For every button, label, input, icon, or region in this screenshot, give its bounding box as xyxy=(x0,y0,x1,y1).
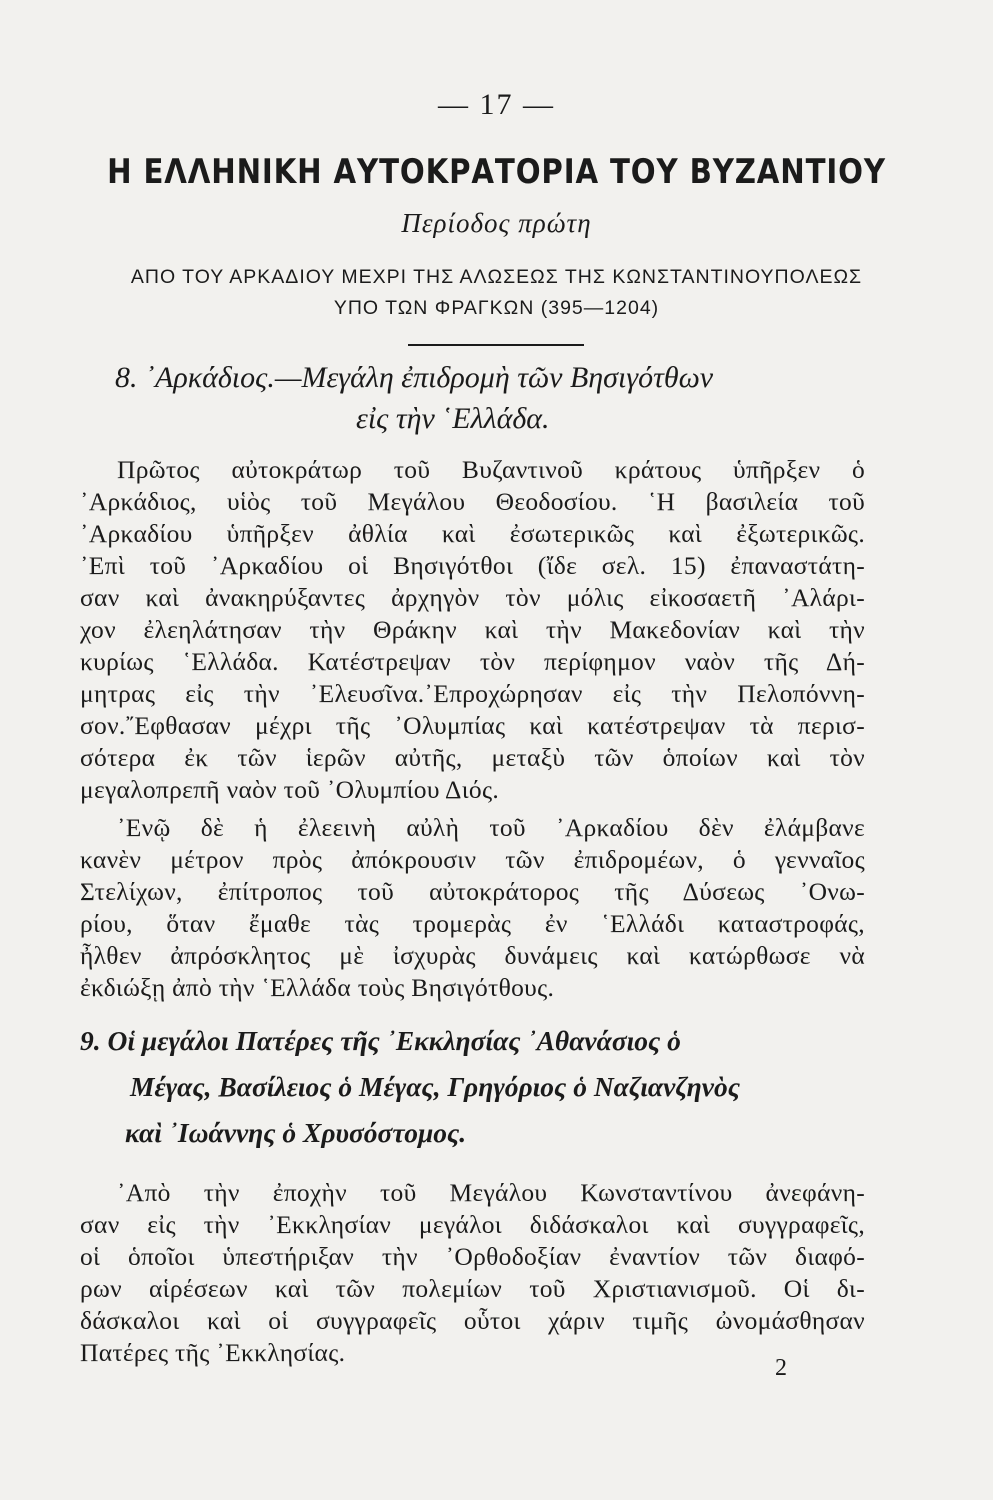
text-line: οἱ ὁποῖοι ὑπεστήριξαν τὴν ᾿Ορθοδοξίαν ἐναντίον τῶν διαφό- xyxy=(80,1242,865,1271)
text-line: Πρῶτος αὐτοκράτωρ τοῦ Βυζαντινοῦ κράτους ὑπῆρξεν ὁ xyxy=(117,455,865,484)
text-line: ᾿Ενῷ δὲ ἡ ἐλεεινὴ αὐλὴ τοῦ ᾿Αρκαδίου δὲν ἐλάμβανε xyxy=(117,813,865,842)
section-8-heading: 8. ᾿Αρκάδιος.—Μεγάλη ἐπιδρομὴ τῶν Βησιγότθων xyxy=(115,361,714,394)
section-9-heading: 9. Οἱ μεγάλοι Πατέρες τῆς ᾿Εκκλησίας ᾿Αθανάσιος ὁ xyxy=(80,1025,681,1056)
text-line: κανὲν μέτρον πρὸς ἀπόκρουσιν τῶν ἐπιδρομέων, ὁ γενναῖος xyxy=(80,845,865,874)
text-line: μεγαλοπρεπῆ ναὸν τοῦ ᾿Ολυμπίου Διός. xyxy=(80,775,500,804)
divider-rule xyxy=(408,344,584,346)
text-line: δάσκαλοι καὶ οἱ συγγραφεῖς οὗτοι χάριν τιμῆς ὠνομάσθησαν xyxy=(80,1306,865,1335)
text-line: σαν καὶ ἀνακηρύξαντες ἀρχηγὸν τὸν μόλις εἰκοσαετῆ ᾿Αλάρι- xyxy=(80,583,865,612)
subtitle-line: ΑΠΟ ΤΟΥ ΑΡΚΑΔΙΟΥ ΜΕΧΡΙ ΤΗΣ ΑΛΩΣΕΩΣ ΤΗΣ ΚΩΝΣΤΑΝΤΙΝΟΥΠΟΛΕΩΣ xyxy=(130,266,863,288)
chapter-title: Η ΕΛΛΗΝΙΚΗ ΑΥΤΟΚΡΑΤΟΡΙΑ ΤΟΥ ΒΥΖΑΝΤΙΟΥ xyxy=(107,152,886,192)
text-line: χον ἐλεηλάτησαν τὴν Θράκην καὶ τὴν Μακεδονίαν καὶ τὴν xyxy=(80,615,865,644)
signature-mark: 2 xyxy=(775,1355,787,1381)
text-line: ἐκδιώξῃ ἀπὸ τὴν ῾Ελλάδα τοὺς Βησιγότθους. xyxy=(80,973,555,1002)
section-9-heading: Μέγας, Βασίλειος ὁ Μέγας, Γρηγόριος ὁ Ναζιανζηνὸς xyxy=(130,1071,740,1102)
text-line: ἦλθεν ἀπρόσκλητος μὲ ἰσχυρὰς δυνάμεις καὶ κατώρθωσε νὰ xyxy=(80,941,865,970)
text-line: Στελίχων, ἐπίτροπος τοῦ αὐτοκράτορος τῆς Δύσεως ᾿Ονω- xyxy=(80,877,865,906)
text-line: Πατέρες τῆς ᾿Εκκλησίας. xyxy=(80,1338,346,1367)
subtitle-line: ΥΠΟ ΤΩΝ ΦΡΑΓΚΩΝ (395—1204) xyxy=(333,297,660,319)
page-number: — 17 — xyxy=(438,88,555,121)
text-line: σαν εἰς τὴν ᾿Εκκλησίαν μεγάλοι διδάσκαλοι καὶ συγγραφεῖς, xyxy=(80,1210,865,1239)
text-line: ρων αἱρέσεων καὶ τῶν πολεμίων τοῦ Χριστιανισμοῦ. Οἱ δι- xyxy=(80,1274,865,1303)
period-heading: Περίοδος πρώτη xyxy=(401,208,592,238)
text-line: σότερα ἐκ τῶν ἱερῶν αὐτῆς, μεταξὺ τῶν ὁποίων καὶ τὸν xyxy=(80,743,865,772)
text-line: ᾿Αρκάδιος, υἱὸς τοῦ Μεγάλου Θεοδοσίου. ῾Η βασιλεία τοῦ xyxy=(80,487,865,516)
text-line: ᾿Απὸ τὴν ἐποχὴν τοῦ Μεγάλου Κωνσταντίνου ἀνεφάνη- xyxy=(117,1178,865,1207)
text-line: ᾿Αρκαδίου ὑπῆρξεν ἀθλία καὶ ἐσωτερικῶς καὶ ἐξωτερικῶς. xyxy=(80,519,865,548)
text-line: ρίου, ὅταν ἔμαθε τὰς τρομερὰς ἐν ῾Ελλάδι καταστροφάς, xyxy=(80,909,865,938)
section-9-heading: καὶ ᾿Ιωάννης ὁ Χρυσόστομος. xyxy=(125,1117,467,1148)
text-line: σον.῎Εφθασαν μέχρι τῆς ᾿Ολυμπίας καὶ κατέστρεψαν τὰ περισ- xyxy=(80,711,865,740)
text-line: ᾿Επὶ τοῦ ᾿Αρκαδίου οἱ Βησιγότθοι (ἴδε σελ. 15) ἐπαναστάτη- xyxy=(80,551,865,580)
text-line: μητρας εἰς τὴν ᾿Ελευσῖνα.᾿Επροχώρησαν εἰς τὴν Πελοπόννη- xyxy=(80,679,865,708)
text-line: κυρίως ῾Ελλάδα. Κατέστρεψαν τὸν περίφημον ναὸν τῆς Δή- xyxy=(80,647,865,676)
section-8-heading: εἰς τὴν ῾Ελλάδα. xyxy=(356,402,550,435)
